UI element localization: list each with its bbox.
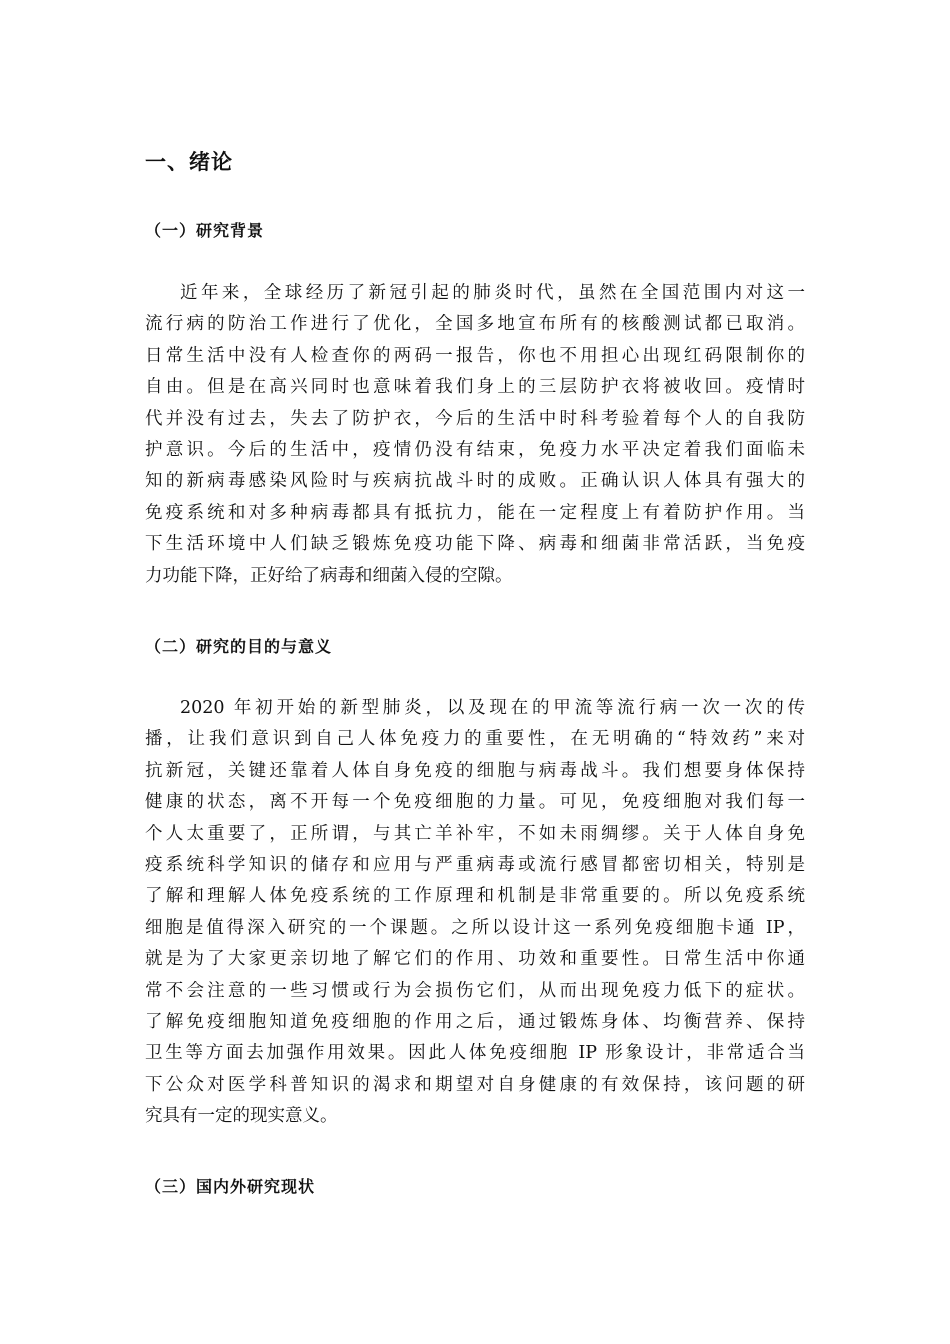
paragraph-line: 2020 年初开始的新型肺炎，以及现在的甲流等流行病一次一次的传 bbox=[180, 698, 805, 718]
paragraph-line: 抗新冠，关键还靠着人体自身免疫的细胞与病毒战斗。我们想要身体保持 bbox=[145, 760, 805, 781]
paragraph-line: 知的新病毒感染风险时与疾病抗战斗时的成败。正确认识人体具有强大的 bbox=[145, 471, 805, 492]
paragraph-line: 自由。但是在高兴同时也意味着我们身上的三层防护衣将被收回。疫情时 bbox=[145, 377, 805, 398]
paragraph-line: 免疫系统和对多种病毒都具有抵抗力，能在一定程度上有着防护作用。当 bbox=[145, 502, 805, 523]
chapter-title: 一、绪论 bbox=[145, 150, 233, 174]
paragraph-line: 疫系统科学知识的储存和应用与严重病毒或流行感冒都密切相关，特别是 bbox=[145, 854, 805, 875]
section-heading-background: （一）研究背景 bbox=[145, 221, 265, 240]
section-heading-status: （三）国内外研究现状 bbox=[145, 1177, 316, 1196]
paragraph-purpose bbox=[145, 693, 805, 1132]
paragraph-line: 下生活环境中人们缺乏锻炼免疫功能下降、病毒和细菌非常活跃，当免疫 bbox=[145, 534, 805, 555]
paragraph-line: 代并没有过去，失去了防护衣，今后的生活中时科考验着每个人的自我防 bbox=[145, 408, 805, 429]
paragraph-line: 细胞是值得深入研究的一个课题。之所以设计这一系列免疫细胞卡通 IP， bbox=[145, 917, 805, 938]
paragraph-line: 日常生活中没有人检查你的两码一报告，你也不用担心出现红码限制你的 bbox=[145, 345, 805, 366]
paragraph-line: 卫生等方面去加强作用效果。因此人体免疫细胞 IP 形象设计，非常适合当 bbox=[145, 1043, 805, 1064]
section-heading-purpose: （二）研究的目的与意义 bbox=[145, 637, 333, 656]
paragraph-line: 下公众对医学科普知识的渴求和期望对自身健康的有效保持，该问题的研 bbox=[145, 1074, 805, 1095]
paragraph-line: 健康的状态，离不开每一个免疫细胞的力量。可见，免疫细胞对我们每一 bbox=[145, 792, 805, 813]
paragraph-line: 护意识。今后的生活中，疫情仍没有结束，免疫力水平决定着我们面临未 bbox=[145, 439, 805, 460]
paragraph-line: 了解免疫细胞知道免疫细胞的作用之后，通过锻炼身体、均衡营养、保持 bbox=[145, 1011, 805, 1032]
paragraph-line: 力功能下降，正好给了病毒和细菌入侵的空隙。 bbox=[145, 565, 513, 586]
paragraph-line: 了解和理解人体免疫系统的工作原理和机制是非常重要的。所以免疫系统 bbox=[145, 886, 805, 907]
paragraph-line: 个人太重要了，正所谓，与其亡羊补牢，不如未雨绸缪。关于人体自身免 bbox=[145, 823, 805, 844]
paragraph-line: 常不会注意的一些习惯或行为会损伤它们，从而出现免疫力低下的症状。 bbox=[145, 980, 805, 1001]
paragraph-line: 播，让我们意识到自己人体免疫力的重要性，在无明确的“特效药”来对 bbox=[145, 729, 805, 750]
paragraph-background bbox=[145, 278, 805, 592]
paragraph-line: 就是为了大家更亲切地了解它们的作用、功效和重要性。日常生活中你通 bbox=[145, 949, 805, 970]
paragraph-line: 近年来，全球经历了新冠引起的肺炎时代，虽然在全国范围内对这一 bbox=[180, 283, 805, 303]
paragraph-line: 流行病的防治工作进行了优化，全国多地宣布所有的核酸测试都已取消。 bbox=[145, 314, 805, 335]
paragraph-line: 究具有一定的现实意义。 bbox=[145, 1106, 338, 1127]
